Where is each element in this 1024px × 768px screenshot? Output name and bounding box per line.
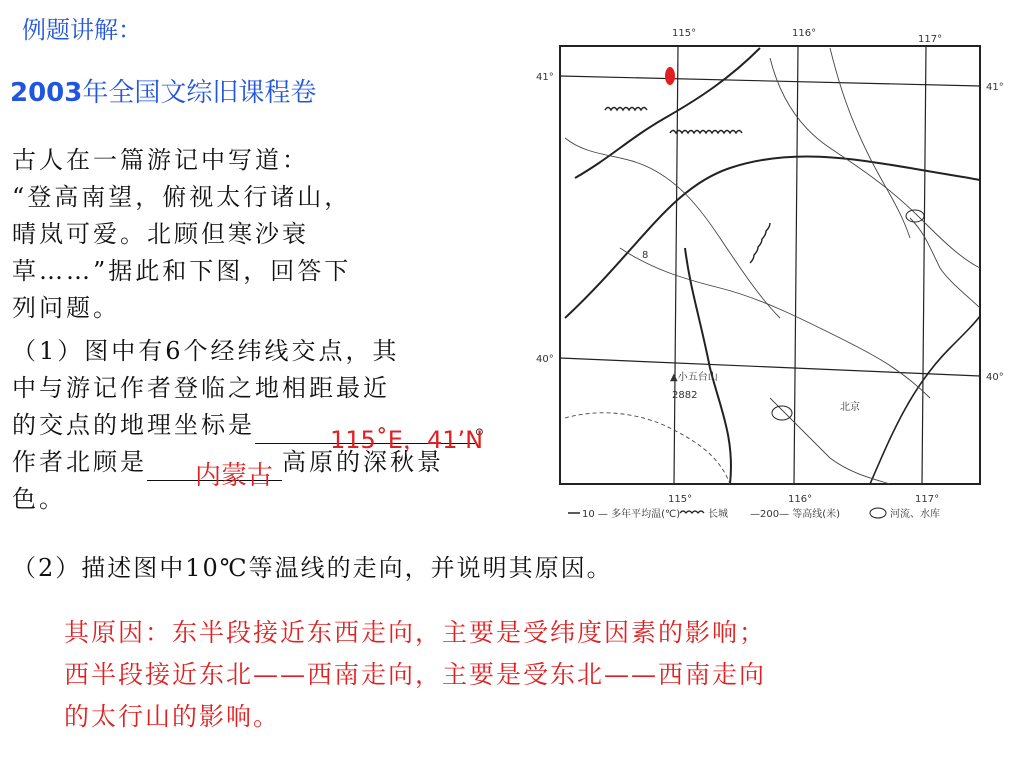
q1-line: 色。 <box>12 485 66 513</box>
reason-line: 其原因：东半段接近东西走向，主要是受纬度因素的影响； <box>64 618 767 647</box>
exam-year: 2003 <box>10 78 83 108</box>
q1-line4-end: 高原的深秋景 <box>282 448 444 476</box>
lon-label-top: 117° <box>918 34 943 45</box>
q1-line: （1）图中有6个经纬线交点，其 <box>12 337 400 365</box>
legend-contour: —200— 等高线(米) <box>750 509 841 520</box>
lat-label-left: 40° <box>536 354 554 365</box>
contour-map <box>530 18 1024 533</box>
q1-line: 中与游记作者登临之地相距最近 <box>12 374 390 402</box>
lat-label-right: 40° <box>986 372 1004 383</box>
map-frame <box>560 46 980 484</box>
exam-name: 年全国文综旧课程卷 <box>82 78 317 108</box>
lon-label-top: 115° <box>672 28 697 39</box>
isotherm-value: 8 <box>642 250 649 261</box>
slide-heading: 例题讲解： <box>22 16 142 44</box>
answer-plateau: 内蒙古 <box>195 461 274 491</box>
lon-label-bottom: 117° <box>915 494 940 505</box>
lat-label-left: 41° <box>536 72 554 83</box>
answer-coordinate: 115˚E，41’N <box>330 426 484 454</box>
answer-reason <box>64 612 964 738</box>
legend-isotherm: 10 — 多年平均温(℃) <box>582 509 681 520</box>
lon-label-bottom: 115° <box>668 494 693 505</box>
exam-source-title <box>10 72 316 109</box>
q1-line4-text: 作者北顾是 <box>12 448 147 476</box>
legend-river: 河流、水库 <box>890 509 940 520</box>
stem-line: “登高南望，俯视太行诸山， <box>12 183 352 211</box>
city-label: 北京 <box>840 402 860 413</box>
peak-label: ▲小五台山 <box>670 372 718 383</box>
lat-label-right: 41° <box>986 82 1004 93</box>
peak-height: 2882 <box>672 390 698 401</box>
legend-great-wall: 长城 <box>708 509 728 520</box>
question-2: （2）描述图中10℃等温线的走向，并说明其原因。 <box>12 554 613 582</box>
ascent-location-marker <box>665 67 675 85</box>
stem-line: 草……”据此和下图，回答下 <box>12 257 352 285</box>
lon-label-top: 116° <box>792 28 817 39</box>
map-legend <box>568 507 940 520</box>
lon-label-bottom: 116° <box>788 494 813 505</box>
question-stem <box>12 142 530 327</box>
stem-line: 列问题。 <box>12 294 120 322</box>
stem-line: 晴岚可爱。北顾但寒沙衰 <box>12 220 309 248</box>
q1-line3-end: 。 <box>475 411 502 439</box>
stem-line: 古人在一篇游记中写道： <box>12 146 309 174</box>
q1-line3-text: 的交点的地理坐标是 <box>12 411 255 439</box>
reason-line: 的太行山的影响。 <box>64 702 281 731</box>
reason-line: 西半段接近东北——西南走向，主要是受东北——西南走向 <box>64 660 767 689</box>
